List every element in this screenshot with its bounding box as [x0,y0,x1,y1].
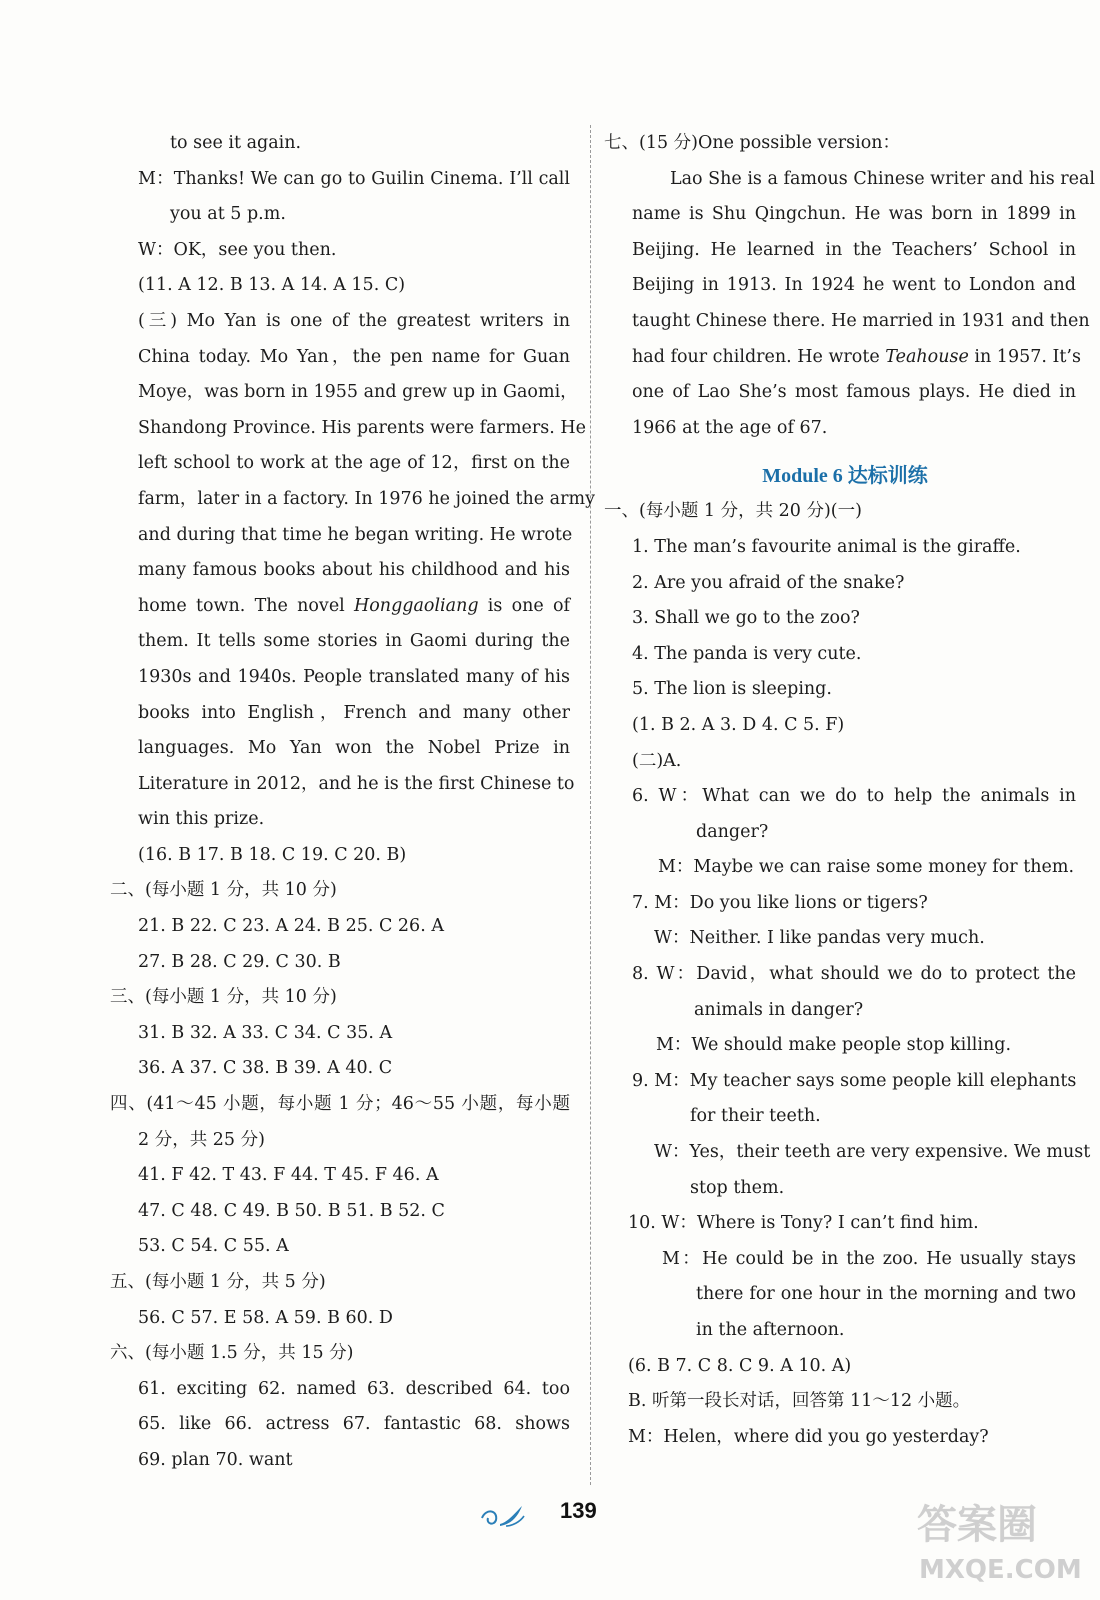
column-divider [590,125,591,1485]
site-watermark [915,1490,1090,1590]
text-line: M：Helen，where did you go yesterday? [628,1426,989,1447]
text-line: books into English，French and many other [138,702,570,723]
answer-line: 65. like 66. actress 67. fantastic 68. shows [138,1414,570,1435]
text-line: 7. M：Do you like lions or tigers? [632,892,928,913]
watermark-top: 答案圈 [917,1502,1037,1548]
answer-line: 47. C 48. C 49. B 50. B 51. B 52. C [138,1200,445,1221]
answer-line: (11. A 12. B 13. A 14. A 15. C) [138,275,406,296]
text-line: (三) Mo Yan is one of the greatest writers in [138,310,570,331]
leaf-swirl-icon [478,1500,528,1530]
text-line: 4. The panda is very cute. [632,643,862,664]
text-line: for their teeth. [690,1106,821,1127]
answer-line: 56. C 57. E 58. A 59. B 60. D [138,1307,393,1328]
text-line: Literature in 2012，and he is the first Chinese to [138,773,575,794]
text-line: name is Shu Qingchun. He was born in 1899 in [632,204,1076,225]
text-line: M：Thanks! We can go to Guilin Cinema. I’ll call [138,168,570,189]
text-line: and during that time he began writing. He wrote [138,524,573,545]
text-line: 9. M：My teacher says some people kill elephants [632,1070,1077,1091]
text-line: 6. W：What can we do to help the animals in [632,786,1076,807]
text-line: M：Maybe we can raise some money for them. [658,857,1075,878]
module-heading: Module 6 达标训练 [762,465,928,488]
text-line: 2. Are you afraid of the snake? [632,572,905,593]
answer-line: 36. A 37. C 38. B 39. A 40. C [138,1058,393,1079]
text-line: 1966 at the age of 67. [632,417,828,438]
text-line: 5. The lion is sleeping. [632,679,832,700]
section-heading: 四、(41～45 小题，每小题 1 分；46～55 小题，每小题 [110,1094,570,1115]
answer-line: (1. B 2. A 3. D 4. C 5. F) [632,714,845,735]
left-column [110,126,595,1479]
section-heading: 六、(每小题 1.5 分，共 15 分) [110,1343,354,1364]
text-line: home town. The novel Honggaoliang is one of [138,595,570,616]
text-line: win this prize. [138,809,265,830]
answer-line: (16. B 17. B 18. C 19. C 20. B) [138,844,407,865]
section-heading: 2 分，共 25 分) [138,1129,265,1150]
answer-line: 53. C 54. C 55. A [138,1236,289,1257]
text-line: Lao She is a famous Chinese writer and his real [670,168,1095,189]
text-line: Moye，was born in 1955 and grew up in Gaomi， [138,382,578,403]
text-line: M：He could be in the zoo. He usually stays [662,1248,1076,1269]
section-heading: 一、(每小题 1 分，共 20 分)(一) [604,501,862,522]
text-line: B. 听第一段长对话，回答第 11～12 小题。 [628,1391,971,1412]
text-line: in the afternoon. [696,1320,845,1340]
section-heading: 五、(每小题 1 分，共 5 分) [110,1272,326,1292]
section-heading: 三、(每小题 1 分，共 10 分) [110,987,337,1008]
text-line: Beijing. He learned in the Teachers’ School in [632,239,1076,260]
answer-line: 41. F 42. T 43. F 44. T 45. F 46. A [138,1165,439,1186]
text-line: (二)A. [632,750,682,771]
answer-line: 27. B 28. C 29. C 30. B [138,951,341,972]
text-line: many famous books about his childhood and his [138,560,570,581]
text-line: W：Neither. I like pandas very much. [654,928,985,949]
text-line: W：OK，see you then. [138,239,337,260]
text-line: W：Yes，their teeth are very expensive. We must [654,1142,1091,1163]
watermark-bottom: MXQE.COM [919,1555,1082,1585]
text-line: 3. Shall we go to the zoo? [632,608,860,629]
text-line: them. It tells some stories in Gaomi during the [138,631,570,652]
answer-line: 31. B 32. A 33. C 34. C 35. A [138,1022,393,1043]
text-line: China today. Mo Yan，the pen name for Guan [138,346,570,367]
text-line: 1930s and 1940s. People translated many of his [138,666,570,687]
text-line: animals in danger? [694,999,864,1020]
text-line: 10. W：Where is Tony? I can’t find him. [628,1213,979,1234]
text-line: 8. W：David，what should we do to protect the [632,964,1076,985]
right-column [604,126,1095,1455]
text-line: to see it again. [170,133,302,153]
text-line: there for one hour in the morning and two [696,1284,1076,1305]
answer-line: 69. plan 70. want [138,1449,293,1470]
section-heading: 七、(15 分)One possible version： [604,133,901,153]
answer-line: 21. B 22. C 23. A 24. B 25. C 26. A [138,916,444,937]
text-line: Shandong Province. His parents were farmers. He [138,417,586,438]
text-line: farm，later in a factory. In 1976 he joined the army [138,488,595,509]
page-number: 139 [560,1498,597,1523]
text-line: stop them. [690,1177,785,1198]
text-line: Beijing in 1913. In 1924 he went to London and [632,275,1076,296]
text-line: M：We should make people stop killing. [656,1035,1012,1056]
text-line: had four children. He wrote Teahouse in 1957. It’s [632,346,1081,367]
text-line: left school to work at the age of 12，first on the [138,453,570,474]
answer-line: (6. B 7. C 8. C 9. A 10. A) [628,1355,852,1376]
answer-line: 61. exciting 62. named 63. described 64. too [138,1378,570,1399]
text-line: 1. The man’s favourite animal is the giraffe. [632,536,1021,557]
text-line: one of Lao She’s most famous plays. He died in [632,382,1076,403]
text-line: languages. Mo Yan won the Nobel Prize in [138,738,570,759]
text-line: danger? [696,821,769,842]
text-line: taught Chinese there. He married in 1931 and then [632,310,1090,331]
text-line: you at 5 p.m. [170,204,286,225]
section-heading: 二、(每小题 1 分，共 10 分) [110,880,337,901]
